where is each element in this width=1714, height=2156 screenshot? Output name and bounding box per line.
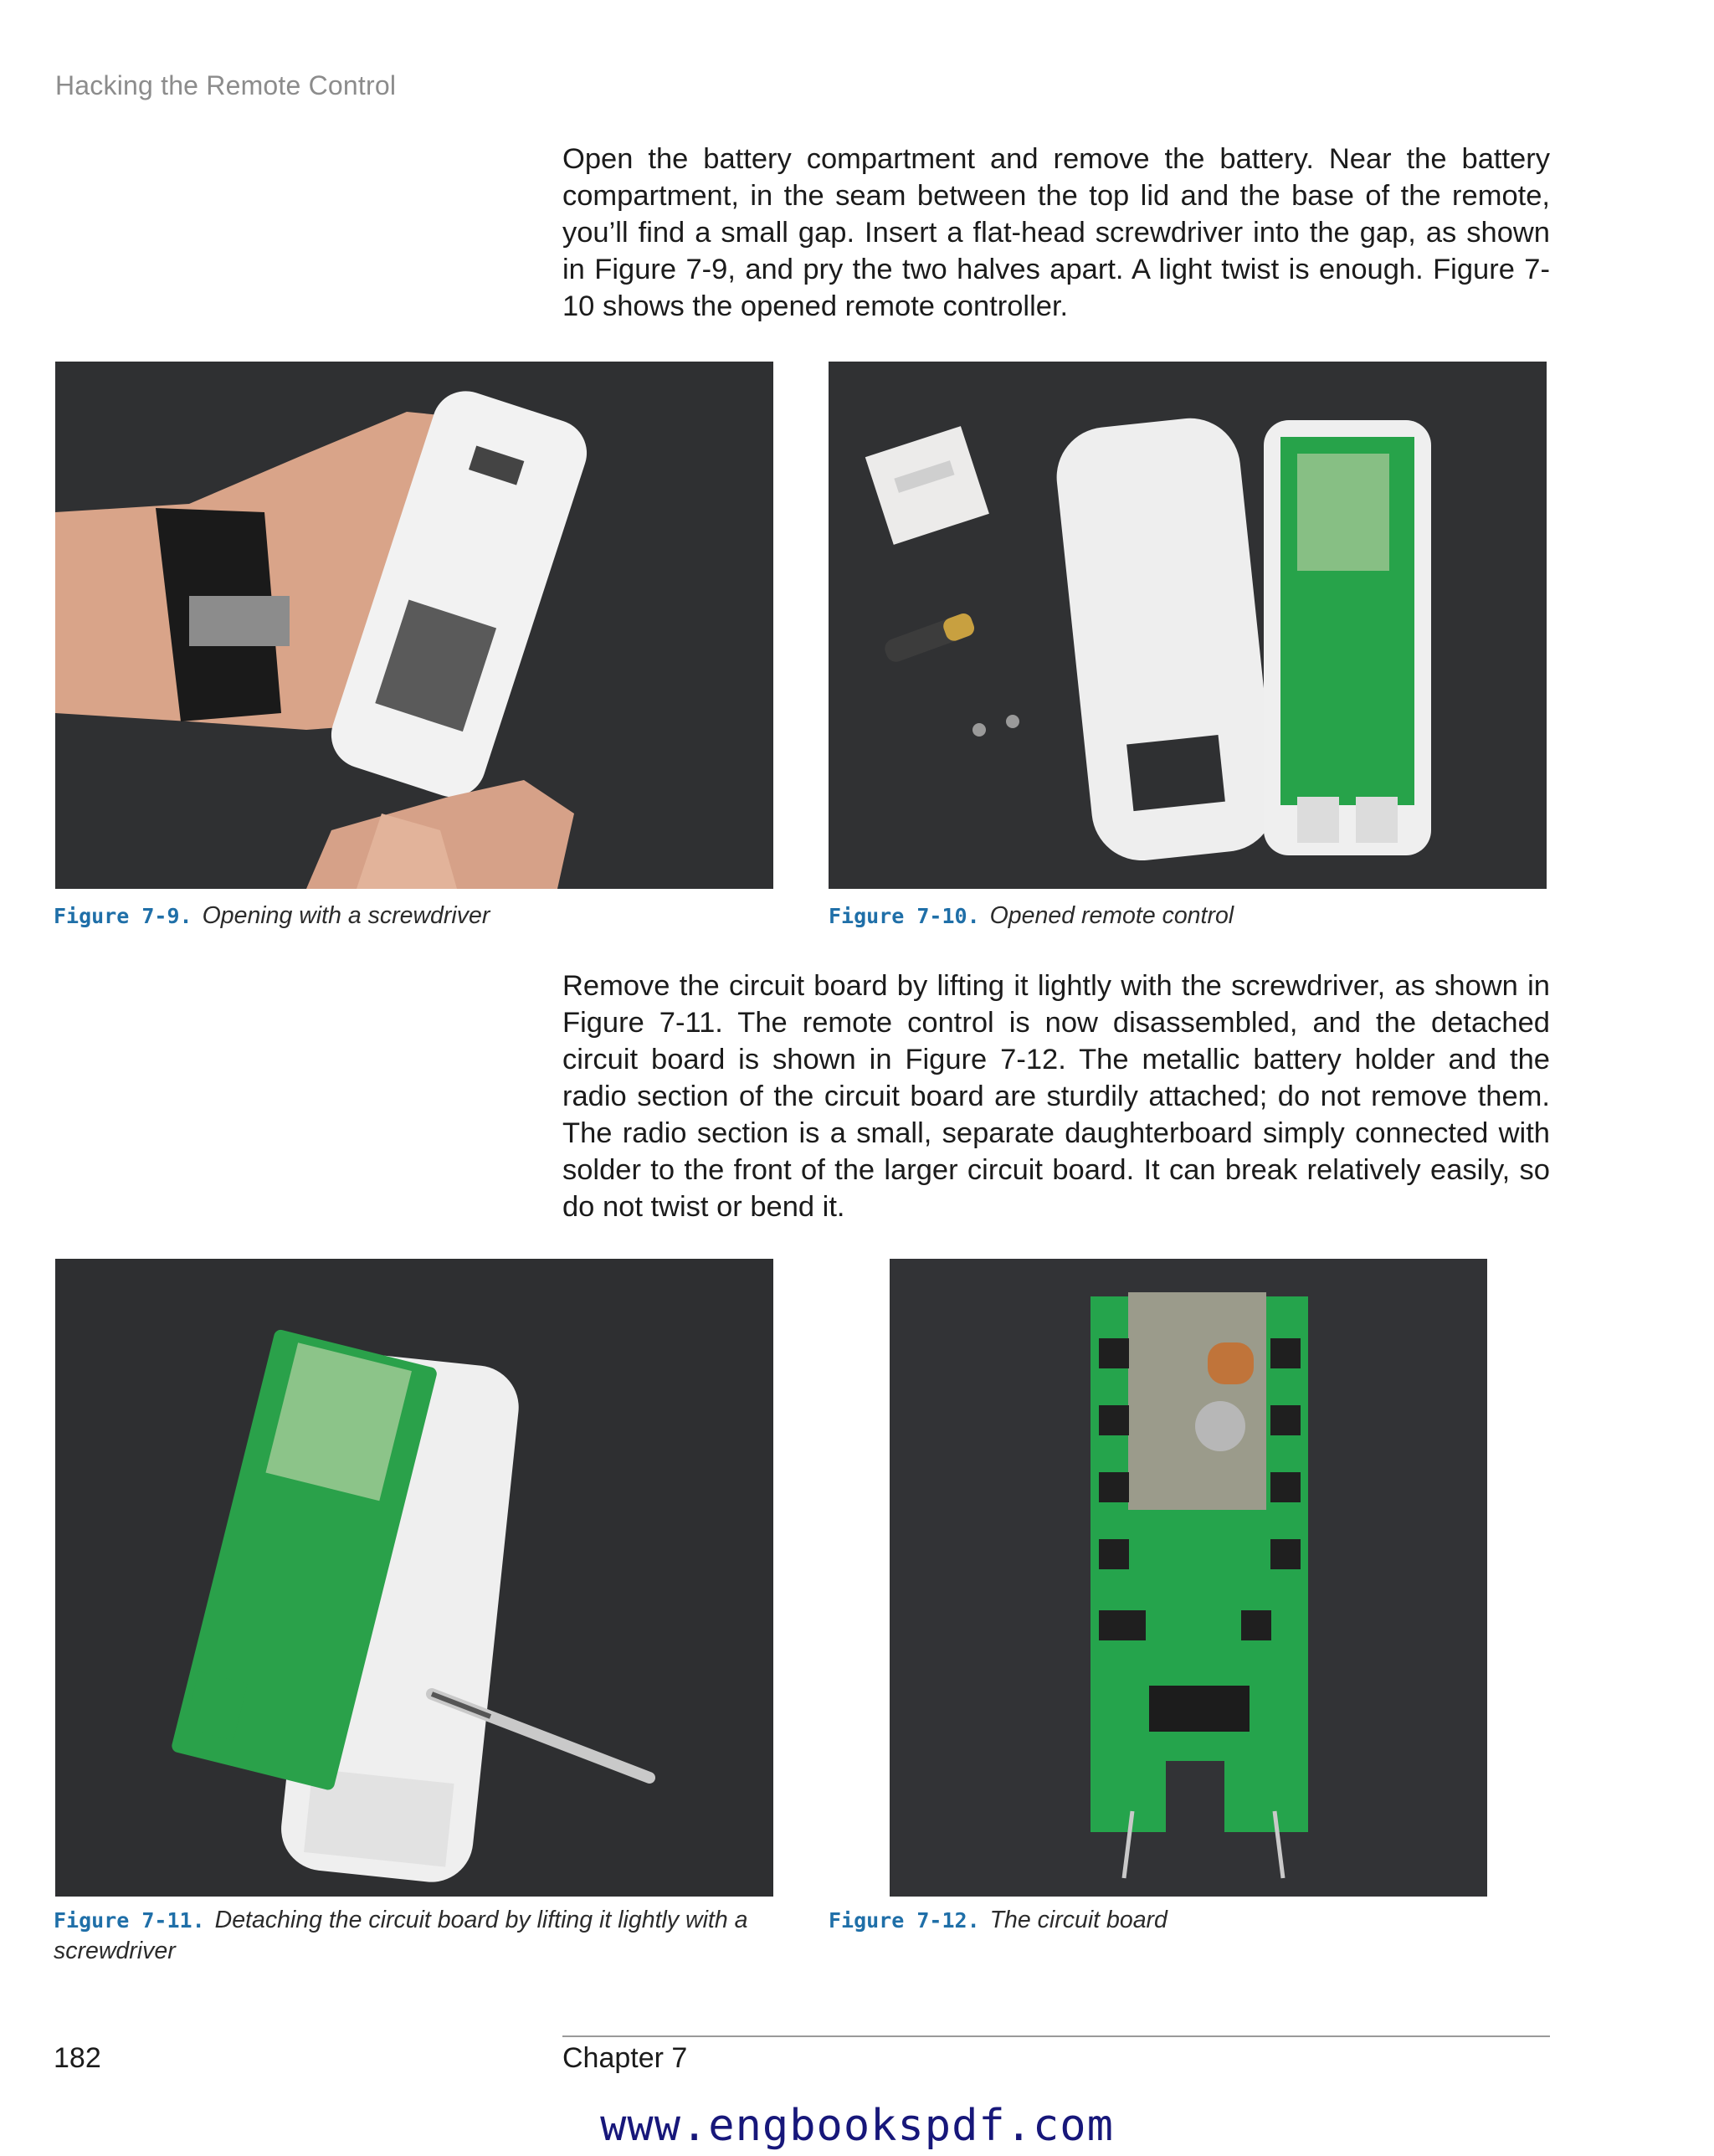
figure-7-10-photo xyxy=(829,362,1547,889)
figure-caption-text: Opened remote control xyxy=(989,902,1234,929)
figure-7-10-caption xyxy=(829,901,1548,932)
figure-label: Figure 7-11. xyxy=(54,1908,205,1933)
figure-7-11-caption xyxy=(54,1905,782,1966)
body-paragraph-1: Open the battery compartment and remove the battery. Near the battery compartment, in the seam between the top lid and the base of the remote, you’ll find a small gap. Insert a flat-head screwdriver into the gap, as shown in Figure 7-9, and pry the two halves apart. A light twist is enough. Figure 7-10 shows the opened remote controller. xyxy=(562,143,1550,322)
running-head: Hacking the Remote Control xyxy=(55,70,397,100)
figure-7-12-caption xyxy=(829,1905,1548,1936)
figure-7-11-photo xyxy=(55,1259,773,1897)
figure-7-9-photo xyxy=(55,362,773,889)
watermark-link[interactable]: www.engbookspdf.com xyxy=(600,2101,1114,2151)
figure-7-9-caption xyxy=(54,901,790,932)
footer-rule xyxy=(562,2035,1550,2037)
page-number: 182 xyxy=(54,2042,101,2074)
figure-label: Figure 7-9. xyxy=(54,904,192,928)
figure-label: Figure 7-10. xyxy=(829,904,980,928)
figure-caption-text: The circuit board xyxy=(989,1907,1167,1933)
figure-7-12-photo xyxy=(890,1259,1487,1897)
figure-caption-text: Opening with a screwdriver xyxy=(202,902,490,929)
chapter-label: Chapter 7 xyxy=(562,2042,688,2074)
body-paragraph-2: Remove the circuit board by lifting it lightly with the screwdriver, as shown in Figure 7-11. The remote control is now disassembled, and the detached circuit board is shown in Figure 7-12. The metallic battery holder and the radio section of the circuit board are sturdily attached; do not remove them. The radio section is a small, separate daughterboard simply connected with solder to the front of the larger circuit board. It can break relatively easily, so do not twist or bend it. xyxy=(562,970,1550,1223)
figure-caption-text: Detaching the circuit board by lifting it lightly with a screwdriver xyxy=(54,1907,748,1964)
figure-label: Figure 7-12. xyxy=(829,1908,980,1933)
